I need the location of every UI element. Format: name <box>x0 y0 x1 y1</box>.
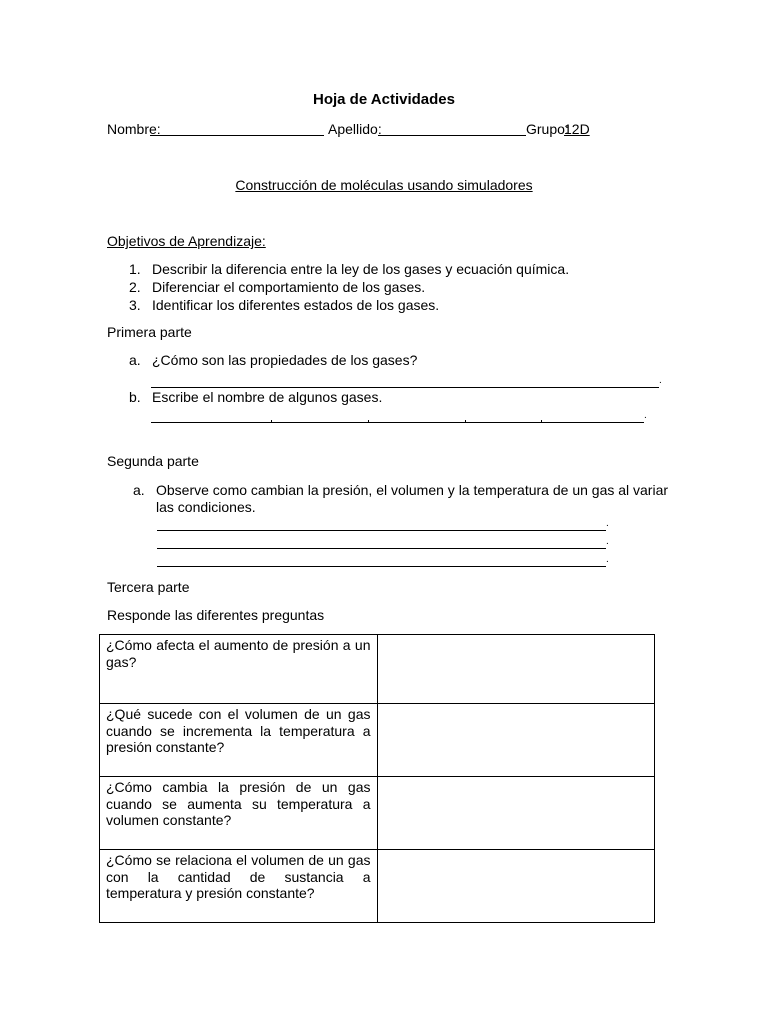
apellido-blank <box>378 135 526 136</box>
answer-line <box>157 566 606 567</box>
page-title: Hoja de Actividades <box>313 91 455 108</box>
separator-tick <box>271 420 272 423</box>
objective-text: Describir la diferencia entre la ley de los gases y ecuación química. <box>152 261 570 277</box>
line-end-dot: . <box>606 536 609 547</box>
answer-line <box>151 422 644 423</box>
line-end-dot: . <box>606 518 609 529</box>
apellido-label: Apellido: <box>328 121 382 137</box>
table-row <box>100 704 655 777</box>
part3-heading: Tercera parte <box>107 579 190 595</box>
table-row <box>100 777 655 850</box>
line-end-dot: . <box>606 554 609 565</box>
part2-question-line2: las condiciones. <box>156 499 256 515</box>
line-end-dot: . <box>659 375 662 386</box>
answer-cell[interactable] <box>377 704 655 777</box>
answer-cell[interactable] <box>377 850 655 923</box>
part2-question-letter: a. <box>133 482 145 498</box>
questions-table <box>99 634 655 923</box>
part1-question-letter: b. <box>129 389 141 405</box>
question-cell: ¿Cómo cambia la presión de un gas cuando se aumenta su temperatura a volumen constante? <box>100 777 378 850</box>
table-row <box>100 635 655 704</box>
part1-question-letter: a. <box>129 352 141 368</box>
objective-text: Diferenciar el comportamiento de los gases. <box>152 279 426 295</box>
question-cell: ¿Cómo se relaciona el volumen de un gas con la cantidad de sustancia a temperatura y presión constante? <box>100 850 378 923</box>
part1-heading: Primera parte <box>107 324 192 340</box>
question-cell: ¿Cómo afecta el aumento de presión a un gas? <box>100 635 378 704</box>
objective-number: 1. <box>129 261 141 277</box>
line-end-dot: . <box>644 410 647 421</box>
nombre-label: Nombre: <box>107 121 161 137</box>
separator-tick <box>541 420 542 423</box>
part2-heading: Segunda parte <box>107 453 199 469</box>
objective-text: Identificar los diferentes estados de los gases. <box>152 297 440 313</box>
answer-cell[interactable] <box>377 635 655 704</box>
grupo-value: 12D <box>564 121 590 137</box>
separator-tick <box>368 420 369 423</box>
part1-question-text: ¿Cómo son las propiedades de los gases? <box>152 352 418 368</box>
answer-line <box>157 548 606 549</box>
part3-instruction: Responde las diferentes preguntas <box>107 607 325 623</box>
subtitle: Construcción de moléculas usando simuladores <box>235 177 533 193</box>
answer-line <box>157 530 606 531</box>
table-row <box>100 850 655 923</box>
grupo-label: Grupo: <box>526 121 569 137</box>
part1-question-text: Escribe el nombre de algunos gases. <box>152 389 383 405</box>
answer-line <box>151 387 659 388</box>
answer-cell[interactable] <box>377 777 655 850</box>
question-cell: ¿Qué sucede con el volumen de un gas cuando se incrementa la temperatura a presión constante? <box>100 704 378 777</box>
part2-question-line1: Observe como cambian la presión, el volumen y la temperatura de un gas al variar <box>156 482 669 498</box>
separator-tick <box>465 420 466 423</box>
objectives-heading: Objetivos de Aprendizaje: <box>107 233 266 249</box>
objective-number: 2. <box>129 279 141 295</box>
objective-number: 3. <box>129 297 141 313</box>
nombre-blank <box>150 135 324 136</box>
